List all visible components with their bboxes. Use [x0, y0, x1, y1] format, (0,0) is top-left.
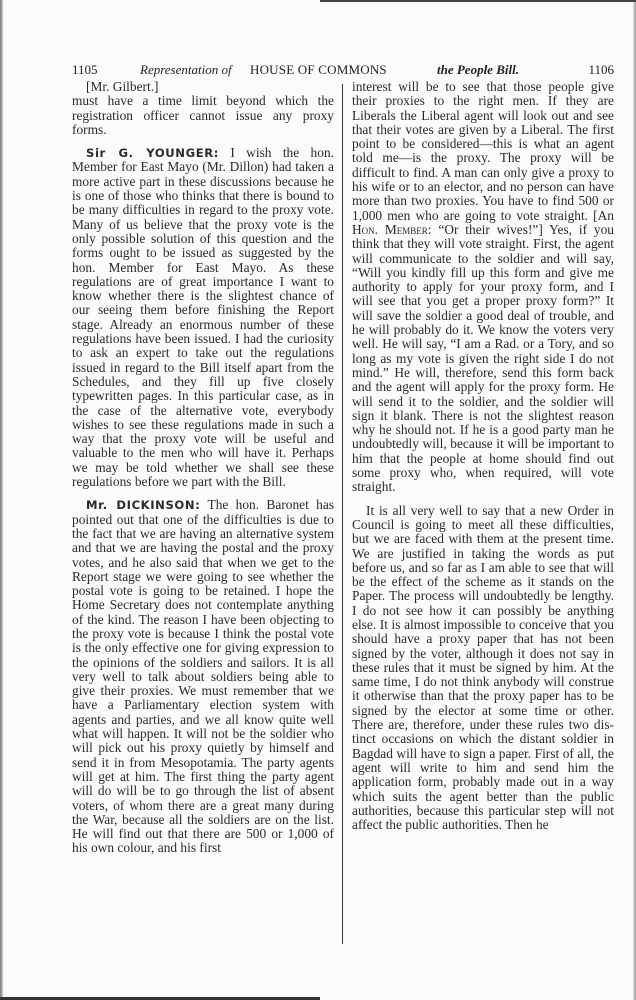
center-title: HOUSE OF COMMONS	[250, 62, 387, 77]
paragraph-younger	[72, 146, 334, 489]
left-column	[72, 80, 334, 856]
right-running-title: the People Bill.	[437, 62, 519, 77]
continuation-marker: [Mr. Gilbert.]	[86, 79, 159, 94]
speaker-name: Sir G. YOUNGER:	[86, 146, 220, 161]
speech-text: Yes, if you think that they will vote straight. First, the agent will communicate to the soldier and will say, “Will you kindly fill up this form and give me authority to apply for your proxy form, and I will see that you get a proper proxy form?” It will save the soldier a good deal of trouble, and he will probably do it. We know the voters very well. He will say, “I am a Rad. or a Tory, and so long as my vote is given the right side I do not mind.” He will, therefore, send this form back and the agent will apply for the proxy form. He will send it to the soldier, and the soldier will sign it blank. There is not the slightest reason why he should not. If he is a good party man he undoubtedly will, because it will be important to him that the people at home should find out some proxy who, when required, will vote straight.	[352, 221, 614, 495]
right-column	[352, 80, 614, 832]
interjection-text: “Or their wives!”]	[431, 221, 543, 237]
left-page-number: 1105	[72, 62, 98, 77]
column-divider	[342, 84, 343, 944]
paragraph-order-in-council: It is all very well to say that a new Order in Council is going to meet all these difficulties, but we are faced with them at the present time. We are justified in taking the words as put before us, and so far as I am able to see that will be the effect of the scheme as it stands on the Paper. The process will undoubtedly be lengthy. I do not see how it can possibly be anything else. It is almost impossible to conceive that you should have a proxy paper that has not been signed by the voter, although it does not say in these rules that it must be signed by him. At the same time, I do not think anybody will construe it otherwise than that the proxy paper has to be signed by the elector at some time or other. There are, therefore, under these rules two distinct occasions on which the distant soldier in Bagdad will have to sign a paper. First of all, the agent will write to him and send him the application form, probably made out in a way which suits the agent better than the public authorities, because this particular step will not affect the public authorities. Then he	[352, 502, 614, 833]
right-page-number: 1106	[588, 62, 614, 77]
speaker-name: Mr. DICKINSON:	[86, 498, 201, 513]
scan-left-edge	[0, 0, 3, 1000]
running-header	[72, 62, 614, 78]
left-running-title: Representation of	[140, 62, 232, 77]
paragraph-dickinson	[72, 498, 334, 855]
interjection-label: Hon. Member:	[352, 221, 432, 237]
paragraph-dickinson-continued	[352, 80, 614, 495]
speech-text: I wish the hon. Member for East Mayo (Mr. Dillon) had taken a more active part in these discussions because he is one of those who thinks that there is bound to be many difficulties in regard to the proxy vote. Many of us believe that the proxy vote is the only possible solution of this question and the forms ought to be issued as suggested by the hon. Member for East Mayo. As these regulations are of great importance I want to know whether there is the slightest chance of our seeing them before finishing the Report stage. Already an enormous number of these regulations have been issued. I had the curiosity to ask an expert to take out the regulations issued in regard to the Bill itself apart from the Schedules, and they fill up five closely typewritten pages. In this particular case, as in the case of the alternative vote, everybody wishes to see these regulations made in such a way that the proxy vote will be useful and valuable to the men who will have it. Perhaps we may be told whether we shall see these regulations before we part with the Bill.	[72, 145, 334, 490]
scan-top-edge	[320, 0, 636, 2]
paragraph-gilbert: must have a time limit beyond which the registration officer cannot issue any proxy forms.	[72, 93, 334, 137]
speech-text: The hon. Baronet has pointed out that one of the difficulties is due to the fact that we are having an alternative system and that we are having the postal and the proxy votes, and he also said that when we get to the Report stage we were going to see whether the postal vote is going to be retained. I hope the Home Secretary does not contemplate anything of the kind. The reason I have been objecting to the proxy vote is because I think the postal vote is the only effective one for giving expression to the opinions of the soldiers and sailors. It is all very well to talk about soldiers being able to give their proxies. We must remember that we have a Parliamentary election system with agents and parties, and we all know quite well what will happen. It will not be the soldier who will pick out his proxy quietly by himself and send it in from Mesopotamia. The party agents will get at him. The first thing the party agent will do will be to go through the list of absent voters, of whom there are a great many during the War, because all the soldiers are on the list. He will find out that there are 500 or 1,000 of his own colour, and his first	[72, 497, 334, 856]
speech-text: interest will be to see that those people give their proxies to the right men. If they are Liberals the Liberal agent will look out and see that their votes are given by a Liberal. The first point to be considered—this is what an agent told me—is the proxy. The proxy will be difficult to find. A man can only give a proxy to his wife or to an elector, and no person can have more than two proxies. You have to find 500 or 1,000 men who are going to vote straight. [An	[352, 79, 614, 223]
